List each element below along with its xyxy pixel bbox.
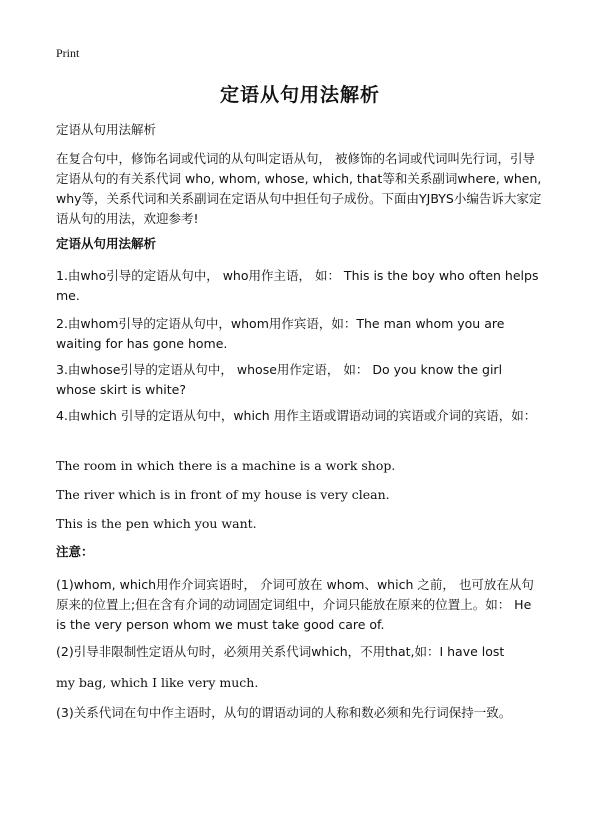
rule-item-4: 4.由which 引导的定语从句中，which 用作主语或谓语动词的宾语或介词的宾语，如： bbox=[56, 408, 537, 423]
rule-item-1: 1.由who引导的定语从句中， who用作主语， 如： This is the boy who often helps me. bbox=[56, 268, 539, 303]
document-subtitle: 定语从句用法解析 bbox=[56, 122, 157, 137]
rule-item-3: 3.由whose引导的定语从句中， whose用作定语， 如： Do you know the girl whose skirt is white? bbox=[56, 362, 503, 397]
example-sentence-3: This is the pen which you want. bbox=[56, 516, 257, 531]
note-item-1: (1)whom, which用作介词宾语时， 介词可放在 whom、which 之前， 也可放在从句原来的位置上;但在含有介词的动词固定词组中，介词只能放在原来的位置上。如： He is the very person whom we must take good care of. bbox=[56, 577, 534, 632]
example-sentence-2: The river which is in front of my house is very clean. bbox=[56, 487, 390, 502]
intro-paragraph: 在复合句中，修饰名词或代词的从句叫定语从句， 被修饰的名词或代词叫先行词，引导定语从句的有关系代词 who, whom, whose, which, that等和关系副词where, when, why等，关系代词和关系副词在定语从句中担任句子成份。下面由YJBYS小编告诉大家定语从句的用法，欢迎参考! bbox=[56, 151, 542, 226]
section-heading: 定语从句用法解析 bbox=[56, 236, 157, 251]
example-sentence-1: The room in which there is a machine is a work shop. bbox=[56, 458, 396, 473]
note-heading: 注意： bbox=[56, 544, 94, 559]
note-item-3: (3)关系代词在句中作主语时，从句的谓语动词的人称和数必须和先行词保持一致。 bbox=[56, 705, 512, 720]
rule-item-2: 2.由whom引导的定语从句中，whom用作宾语，如：The man whom you are waiting for has gone home. bbox=[56, 316, 505, 351]
note-item-2: (2)引导非限制性定语从句时，必须用关系代词which，不用that,如：I have lost bbox=[56, 644, 505, 659]
print-label: Print bbox=[56, 46, 80, 60]
note-item-2-continued: my bag, which I like very much. bbox=[56, 675, 259, 690]
document-title: 定语从句用法解析 bbox=[219, 84, 380, 106]
